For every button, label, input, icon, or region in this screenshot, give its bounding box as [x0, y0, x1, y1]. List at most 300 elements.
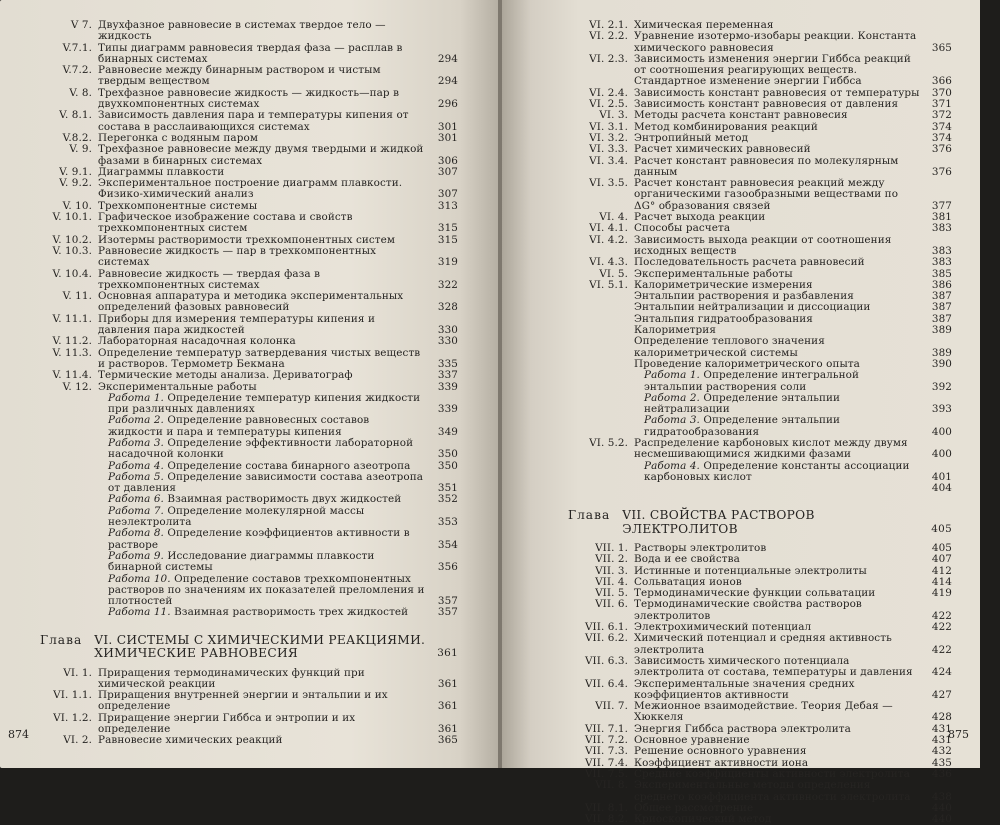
toc-entry-number: VI. 3.1. — [589, 120, 628, 133]
toc-entry-page: 392 — [931, 380, 952, 393]
toc-entry — [40, 690, 458, 713]
toc-entry-number — [40, 506, 98, 529]
toc-entry-number: V. 9.1. — [59, 165, 92, 178]
toc-entry — [40, 551, 458, 574]
toc-entry-page: 381 — [931, 211, 952, 224]
toc-entry — [568, 438, 952, 461]
toc-entry-body — [634, 633, 952, 656]
toc-entry-title — [634, 178, 920, 212]
toc-entry-text: Энтальпия гидратообразования — [634, 312, 813, 325]
toc-entry-number — [40, 607, 98, 618]
toc-entry-number: VI. 1.1. — [53, 689, 92, 702]
toc-entry-text: Методы расчета констант равновесия — [634, 109, 848, 122]
toc-entry-number: VII. 6.2. — [584, 632, 628, 645]
toc-entry-number: V. 10.3. — [52, 244, 92, 257]
toc-entry — [40, 528, 458, 551]
toc-entry-page: 322 — [437, 278, 458, 291]
toc-entry-page: 361 — [437, 700, 458, 713]
toc-entry-text: Определение коэффициентов активности в растворе — [108, 527, 410, 551]
toc-entry-text: Энтропийный метод — [634, 131, 749, 144]
toc-entry-text: Энтальпии растворения и разбавления — [634, 290, 854, 303]
toc-entry-text: Коэффициент активности иона — [634, 756, 809, 769]
toc-entry-body — [634, 393, 952, 416]
toc-entry-page: 294 — [437, 52, 458, 65]
toc-entry — [40, 607, 458, 618]
toc-work-label: Работа 3. — [108, 436, 164, 449]
toc-entry-page: 352 — [437, 493, 458, 506]
toc-entry — [568, 235, 952, 258]
toc-entry-page: 404 — [931, 481, 952, 494]
toc-entry-title — [644, 393, 920, 416]
toc-entry — [568, 814, 952, 825]
toc-entry-page: 376 — [931, 143, 952, 156]
toc-entry-body — [98, 735, 458, 746]
toc-entry-text: Калориметрия — [634, 324, 716, 337]
toc-entry — [568, 461, 952, 484]
toc-entry-text: Равновесие жидкость — пар в трехкомпонентных системах — [98, 244, 377, 269]
toc-entry-number: VII. 6.3. — [584, 654, 628, 667]
chapter-page: 405 — [931, 522, 952, 535]
toc-entry — [40, 291, 458, 314]
toc-entry — [40, 246, 458, 269]
toc-entry-number: V. 10.4. — [52, 267, 92, 280]
toc-list-right — [568, 20, 952, 825]
toc-entry-page: 294 — [437, 75, 458, 88]
toc-entry-number — [40, 551, 98, 574]
toc-entry-number: VI. 1. — [63, 666, 92, 679]
toc-extra-page-row — [568, 483, 952, 494]
toc-entry-number: V. 12. — [62, 380, 92, 393]
toc-entry-title — [98, 269, 426, 292]
toc-entry-page: 307 — [437, 188, 458, 201]
toc-entry-text: Определение составов трехкомпонентных растворов по значениям их показателей преломления и плотностей — [108, 572, 425, 608]
toc-entry-text: Химический потенциал и средняя активность электролита — [634, 632, 892, 656]
toc-entry-text: Зависимость давления пара и температуры кипения от состава в расслаивающихся системах — [98, 109, 409, 133]
toc-entry — [40, 393, 458, 416]
toc-entry-number: VII. 8. — [595, 779, 628, 792]
toc-entry-number: V. 11.3. — [52, 346, 92, 359]
toc-entry — [40, 20, 458, 43]
toc-entry-number: V 7. — [70, 19, 92, 31]
toc-entry-text: Графическое изображение состава и свойств трехкомпонентных систем — [98, 211, 353, 235]
toc-entry-page: 383 — [931, 256, 952, 269]
toc-entry-body — [98, 348, 458, 371]
toc-entry-body — [634, 156, 952, 179]
toc-entry-title — [98, 314, 426, 337]
toc-entry-number: V. 9.2. — [59, 177, 92, 190]
toc-entry-page: 400 — [931, 448, 952, 461]
chapter-page: 361 — [437, 647, 458, 660]
toc-entry-text: Определение энтальпии нейтрализации — [644, 391, 841, 416]
toc-entry-page: 440 — [931, 801, 952, 814]
toc-entry — [40, 713, 458, 736]
toc-entry-page: 414 — [931, 575, 952, 588]
toc-entry-number — [568, 291, 634, 302]
toc-entry-number: VI. 4.1. — [589, 222, 628, 235]
toc-entry-title — [108, 607, 426, 618]
toc-entry-text: Основная аппаратура и методика экспериментальных определений фазовых равновесий — [98, 290, 404, 314]
toc-entry-body — [634, 814, 952, 825]
toc-entry-page: 376 — [931, 165, 952, 178]
toc-entry-text: Приращения термодинамических функций при химической реакции — [98, 666, 365, 690]
toc-entry-page: 306 — [437, 154, 458, 167]
toc-entry-title — [108, 472, 426, 495]
toc-entry-body — [98, 269, 458, 292]
toc-entry-text: Общее рассмотрение — [634, 801, 754, 814]
toc-entry — [40, 348, 458, 371]
toc-entry-number — [40, 438, 98, 461]
toc-entry-page: 330 — [437, 324, 458, 337]
toc-entry — [40, 65, 458, 88]
toc-entry-page: 387 — [931, 290, 952, 303]
toc-entry-number: VII. 1. — [595, 541, 628, 554]
toc-entry-body — [634, 599, 952, 622]
toc-entry-number — [568, 393, 634, 416]
toc-entry — [568, 314, 952, 325]
toc-entry-page: 350 — [437, 459, 458, 472]
toc-entry-number — [40, 415, 98, 438]
toc-entry-page: 422 — [931, 643, 952, 656]
toc-entry-text: Энергия Гиббса раствора электролита — [634, 722, 851, 735]
toc-entry — [568, 780, 952, 803]
toc-entry-body — [98, 574, 458, 608]
toc-entry-title — [634, 656, 920, 679]
chapter-number: VII. — [622, 508, 646, 523]
toc-entry-title — [634, 31, 920, 54]
toc-work-label: Работа 1. — [644, 369, 700, 382]
toc-entry — [40, 574, 458, 608]
toc-entry-page: 351 — [437, 482, 458, 495]
toc-entry — [568, 336, 952, 359]
toc-entry-number: V. 11.1. — [52, 312, 92, 325]
toc-entry-text: Трехфазное равновесие между двумя твердыми и жидкой фазами в бинарных системах — [98, 143, 424, 167]
toc-entry-text: Вода и ее свойства — [634, 553, 740, 566]
toc-entry-page: 422 — [931, 609, 952, 622]
toc-entry-title — [98, 65, 426, 88]
page-number-right: 875 — [948, 728, 969, 741]
toc-entry — [568, 54, 952, 88]
toc-entry-text: Метод комбинирования реакций — [634, 120, 818, 133]
toc-entry-title — [634, 633, 920, 656]
toc-entry-title — [108, 528, 426, 551]
toc-work-label: Работа 5. — [108, 470, 164, 483]
chapter-heading — [40, 634, 458, 661]
toc-entry-text: Распределение карбоновых кислот между двумя несмешивающимися жидкими фазами — [634, 436, 908, 461]
toc-entry-body — [634, 54, 952, 88]
toc-entry-body — [634, 178, 952, 212]
toc-entry — [568, 679, 952, 702]
toc-entry-text: Определение зависимости состава азеотропа от давления — [108, 470, 424, 495]
toc-entry-body — [98, 246, 458, 269]
toc-entry-number: VII. 7.4. — [584, 756, 628, 769]
toc-entry — [568, 156, 952, 179]
toc-entry-page: 361 — [437, 723, 458, 736]
toc-entry-text: Определение равновесных составов жидкости и пара и температуры кипения — [108, 414, 370, 438]
toc-work-label: Работа 3. — [644, 414, 700, 427]
toc-entry-body — [634, 656, 952, 679]
toc-entry-title — [98, 20, 426, 43]
toc-entry-number: V. 10.2. — [52, 233, 92, 246]
toc-entry-number: V. 10. — [62, 199, 92, 212]
toc-entry — [40, 212, 458, 235]
toc-entry-number: V. 8. — [69, 86, 92, 99]
toc-entry-text: Основное уравнение — [634, 734, 750, 747]
toc-entry-page: 339 — [437, 380, 458, 393]
toc-entry-text: Экспериментальное построение диаграмм плавкости. Физико-химический анализ — [98, 177, 403, 201]
toc-entry-text: Энтальпии нейтрализации и диссоциации — [634, 301, 871, 314]
toc-work-label: Работа 7. — [108, 504, 164, 517]
toc-entry-page: 313 — [437, 199, 458, 212]
toc-entry-number — [40, 494, 98, 505]
toc-entry-text: Определение температур затвердевания чистых веществ и растворов. Термометр Бекмана — [98, 346, 421, 370]
toc-work-label: Работа 11. — [108, 606, 171, 619]
toc-entry-page: 440 — [931, 813, 952, 825]
toc-entry-number: V. 10.1. — [52, 211, 92, 224]
toc-entry-number: VI. 2.1. — [589, 19, 628, 31]
toc-entry-body — [98, 438, 458, 461]
toc-entry-number: VI. 3.4. — [589, 154, 628, 167]
toc-entry-page: 307 — [437, 165, 458, 178]
toc-work-label: Работа 4. — [644, 459, 700, 472]
toc-entry-title — [98, 88, 426, 111]
toc-entry-page: 438 — [931, 790, 952, 803]
toc-entry-title — [108, 438, 426, 461]
toc-entry-text: Определение эффективности лабораторной насадочной колонки — [108, 436, 414, 461]
toc-entry-page: 427 — [931, 688, 952, 701]
toc-entry-number — [568, 336, 634, 359]
toc-entry-number — [40, 574, 98, 608]
toc-entry — [40, 269, 458, 292]
toc-entry-number — [568, 461, 634, 484]
toc-entry-number: VII. 8.2. — [584, 813, 628, 825]
chapter-title-text: СИСТЕМЫ С ХИМИЧЕСКИМИ РЕАКЦИЯМИ. ХИМИЧЕСКИЕ РАВНОВЕСИЯ — [94, 632, 426, 661]
toc-work-label: Работа 6. — [108, 493, 164, 506]
toc-entry-text: Экспериментальные значения средних коэффициентов активности — [634, 677, 855, 701]
toc-entry-body — [98, 212, 458, 235]
toc-entry-text: Сольватация ионов — [634, 575, 742, 588]
toc-entry-number: VI. 2.4. — [589, 86, 628, 99]
toc-entry-number: VI. 5. — [599, 267, 628, 280]
toc-entry-title — [634, 814, 920, 825]
toc-entry-number: VI. 5.2. — [589, 436, 628, 449]
toc-entry-number: VI. 4.2. — [589, 233, 628, 246]
toc-entry-text: Определение константы ассоциации карбоновых кислот — [644, 459, 910, 483]
toc-entry-number: VI. 3.3. — [589, 143, 628, 156]
toc-entry-text: Зависимость выхода реакции от соотношения исходных веществ — [634, 233, 892, 257]
toc-entry-title — [108, 506, 426, 529]
toc-entry-text: Трехфазное равновесие жидкость — жидкость—пар в двухкомпонентных системах — [98, 86, 400, 111]
toc-entry-body — [98, 20, 458, 43]
toc-entry-title — [108, 551, 426, 574]
toc-entry-page: 370 — [931, 86, 952, 99]
toc-entry-title — [98, 110, 426, 133]
toc-entry-text: Двухфазное равновесие в системах твердое тело — жидкость — [98, 19, 386, 43]
toc-entry-text: Термические методы анализа. Дериватограф — [98, 369, 353, 382]
chapter-title — [94, 634, 426, 661]
toc-entry-title — [98, 144, 426, 167]
toc-entry-page: 435 — [931, 756, 952, 769]
toc-entry-title — [644, 415, 920, 438]
toc-entry-page: 431 — [931, 722, 952, 735]
toc-entry-body — [98, 314, 458, 337]
toc-entry-number: VII. 5. — [595, 587, 628, 600]
toc-entry-body — [98, 528, 458, 551]
toc-entry-text: Средние коэффициенты активности электролита — [634, 767, 910, 780]
toc-entry — [40, 668, 458, 691]
toc-entry-number: VII. 6.1. — [584, 621, 628, 634]
toc-entry-page: 301 — [437, 120, 458, 133]
toc-entry-number: V. 11. — [62, 290, 92, 303]
chapter-title-text: СВОЙСТВА РАСТВОРОВ ЭЛЕКТРОЛИТОВ — [622, 508, 815, 536]
toc-entry-page: 349 — [437, 425, 458, 438]
toc-entry — [568, 415, 952, 438]
toc-entry-number: V. 9. — [69, 143, 92, 156]
toc-entry-number: VI. 1.2. — [53, 711, 92, 724]
toc-entry-page: 385 — [931, 267, 952, 280]
toc-entry-page: 365 — [931, 41, 952, 54]
toc-entry-page: 315 — [437, 233, 458, 246]
toc-entry-page: 339 — [437, 403, 458, 416]
toc-entry — [40, 438, 458, 461]
toc-entry-text: Проведение калориметрического опыта — [634, 357, 860, 370]
left-page — [0, 0, 500, 768]
toc-entry-title — [108, 574, 426, 608]
chapter-word: Глава — [568, 508, 611, 523]
toc-entry-number: VII. 2. — [595, 553, 628, 566]
toc-entry-text: Расчет констант равновесия по молекулярным данным — [634, 154, 899, 178]
chapter-body — [94, 634, 458, 661]
toc-entry — [40, 110, 458, 133]
toc-entry-text: Зависимость констант равновесия от температуры — [634, 86, 920, 99]
toc-entry-page: 393 — [931, 403, 952, 416]
toc-entry-title — [634, 599, 920, 622]
toc-entry-body — [634, 679, 952, 702]
toc-entry-text: Приборы для измерения температуры кипения и давления пара жидкостей — [98, 312, 375, 337]
toc-entry-text: Расчет констант равновесия реакций между органическими газообразными веществами по ΔG° образования связей — [634, 177, 899, 212]
toc-entry-page: 315 — [437, 222, 458, 235]
toc-entry-number: VI. 2.5. — [589, 98, 628, 111]
toc-work-label: Работа 2. — [108, 414, 164, 427]
toc-entry-text: Термодинамические функции сольватации — [634, 587, 876, 600]
toc-entry-body — [98, 415, 458, 438]
toc-entry-page: 412 — [931, 564, 952, 577]
toc-entry-page: 374 — [931, 120, 952, 133]
toc-entry-title — [634, 156, 920, 179]
toc-work-label: Работа 2. — [644, 391, 700, 404]
toc-entry-page: 328 — [437, 301, 458, 314]
toc-entry-title — [98, 713, 426, 736]
toc-entry-body — [98, 713, 458, 736]
toc-entry-page: 405 — [931, 541, 952, 554]
toc-entry-number: VI. 3.2. — [589, 131, 628, 144]
toc-entry-number: VI. 2.3. — [589, 52, 628, 65]
toc-entry-text: Определение молекулярной массы неэлектролита — [108, 504, 365, 529]
toc-entry-body — [634, 483, 952, 494]
toc-entry-number — [568, 483, 634, 494]
toc-entry-text: Электрохимический потенциал — [634, 621, 812, 634]
chapter-title — [622, 509, 920, 536]
chapter-label — [568, 509, 622, 536]
toc-work-label: Работа 10. — [108, 572, 171, 585]
toc-entry-page: 372 — [931, 109, 952, 122]
toc-entry-text: Приращения внутренней энергии и энтальпии и их определение — [98, 689, 388, 713]
toc-entry-text: Определение энтальпии гидратообразования — [644, 414, 841, 438]
toc-entry-body — [98, 607, 458, 618]
page-number-left: 874 — [8, 728, 29, 741]
toc-entry-number: VI. 5.1. — [589, 278, 628, 291]
toc-entry-title — [98, 668, 426, 691]
toc-entry-text: Определение теплового значения калориметрической системы — [634, 335, 825, 359]
toc-entry-body — [634, 31, 952, 54]
toc-entry-text: Определение интегральной энтальпии растворения соли — [644, 369, 860, 393]
toc-entry-text: Расчет химических равновесий — [634, 143, 811, 156]
toc-entry-body — [98, 291, 458, 314]
toc-entry-text: Последовательность расчета равновесий — [634, 256, 865, 269]
toc-work-label: Работа 1. — [108, 391, 164, 404]
toc-entry-page: 353 — [437, 516, 458, 529]
toc-entry-text: Зависимость химического потенциала электролита от состава, температуры и давления — [634, 654, 913, 679]
toc-entry — [568, 656, 952, 679]
toc-entry-page: 301 — [437, 131, 458, 144]
toc-entry-number — [568, 325, 634, 336]
toc-entry-page: 390 — [931, 357, 952, 370]
toc-entry-number — [40, 393, 98, 416]
toc-entry-text: Лабораторная насадочная колонка — [98, 335, 296, 348]
toc-entry — [40, 88, 458, 111]
toc-entry-text: Изотермы растворимости трехкомпонентных систем — [98, 233, 396, 246]
toc-entry-text: Зависимость изменения энергии Гиббса реакций от соотношения реагирующих веществ. Стандартное изменение энергии Гиббса — [634, 52, 911, 88]
toc-entry-number: VII. 7. — [595, 700, 628, 713]
toc-entry-number: VII. 6.4. — [584, 677, 628, 690]
toc-entry-text: Решение основного уравнения — [634, 745, 807, 758]
toc-work-label: Работа 4. — [108, 459, 164, 472]
toc-entry-number — [568, 302, 634, 313]
toc-entry-text: Взаимная растворимость двух жидкостей — [163, 493, 402, 506]
toc-entry-page: 356 — [437, 561, 458, 574]
toc-entry-text: Экспериментальные работы — [634, 267, 793, 280]
toc-entry-body — [98, 88, 458, 111]
toc-entry-body — [634, 780, 952, 803]
toc-entry-body — [98, 668, 458, 691]
toc-entry-title — [634, 438, 920, 461]
toc-entry-text: Определение состава бинарного азеотропа — [163, 459, 411, 472]
toc-entry-title — [634, 336, 920, 359]
toc-entry-body — [98, 65, 458, 88]
toc-entry-text: Исследование диаграммы плавкости бинарной системы — [108, 549, 375, 574]
toc-entry-page: 377 — [931, 199, 952, 212]
toc-entry-number: V.7.1. — [62, 41, 92, 54]
toc-entry-page: 350 — [437, 448, 458, 461]
toc-entry-number: VII. 7.1. — [584, 722, 628, 735]
toc-entry — [40, 314, 458, 337]
toc-entry-page: 428 — [931, 711, 952, 724]
toc-entry-number: VI. 3. — [599, 109, 628, 122]
toc-entry-number: VII. 7.5. — [584, 767, 628, 780]
toc-entry-body — [98, 506, 458, 529]
toc-entry-page: 330 — [437, 335, 458, 348]
toc-entry — [568, 370, 952, 393]
toc-entry-text: Химическая переменная — [634, 19, 774, 31]
toc-entry-page: 296 — [437, 98, 458, 111]
toc-entry-number — [568, 359, 634, 370]
toc-entry-page: 407 — [931, 553, 952, 566]
toc-entry — [40, 43, 458, 66]
toc-entry-text: Экспериментальные работы — [98, 380, 257, 393]
toc-entry — [40, 472, 458, 495]
toc-entry-text: Перегонка с водяным паром — [98, 131, 258, 144]
toc-entry-page: 366 — [931, 75, 952, 88]
toc-entry-page: 319 — [437, 256, 458, 269]
